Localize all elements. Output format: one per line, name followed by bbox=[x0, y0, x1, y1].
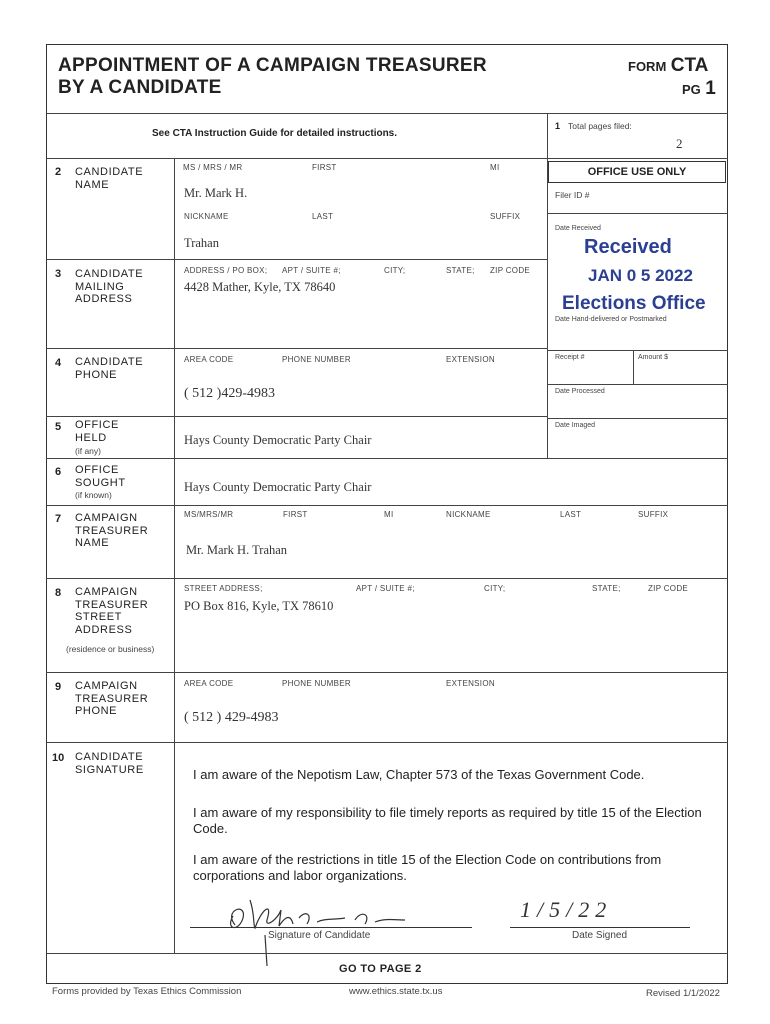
footer-provided-by: Forms provided by Texas Ethics Commission bbox=[52, 986, 242, 997]
s2-first-header: FIRST bbox=[312, 163, 337, 172]
total-pages-value: 2 bbox=[676, 136, 683, 151]
section-6-label: OFFICE SOUGHT bbox=[75, 464, 126, 489]
section-7-number: 7 bbox=[55, 513, 62, 525]
office-sought-value: Hays County Democratic Party Chair bbox=[184, 480, 372, 494]
row-divider-s7 bbox=[46, 578, 728, 579]
s3-state-header: STATE; bbox=[446, 266, 475, 275]
footer-website: www.ethics.state.tx.us bbox=[349, 986, 443, 997]
total-pages-label: Total pages filed: bbox=[568, 121, 632, 131]
section-2-label: CANDIDATE NAME bbox=[75, 166, 144, 191]
s8-city-header: CITY; bbox=[484, 584, 506, 593]
row-divider-s4 bbox=[46, 416, 548, 417]
form-title-line1: APPOINTMENT OF A CAMPAIGN TREASURER bbox=[58, 55, 487, 76]
date-received-label: Date Received bbox=[555, 225, 601, 232]
s3-zip-header: ZIP CODE bbox=[490, 266, 531, 275]
office-divider-2 bbox=[548, 350, 728, 351]
date-hand-delivered-label: Date Hand-delivered or Postmarked bbox=[555, 316, 667, 323]
s7-mi-header: MI bbox=[384, 510, 394, 519]
candidate-phone-value: ( 512 )429-4983 bbox=[184, 386, 275, 401]
footer-divider bbox=[46, 953, 728, 954]
section-4-label: CANDIDATE PHONE bbox=[75, 356, 144, 381]
page-number: 1 bbox=[705, 78, 716, 99]
section-9-number: 9 bbox=[55, 681, 62, 693]
candidate-address-value: 4428 Mather, Kyle, TX 78640 bbox=[184, 280, 336, 294]
nepotism-statement: I am aware of the Nepotism Law, Chapter 573 of the Texas Government Code. bbox=[193, 767, 645, 782]
office-divider-3 bbox=[548, 384, 728, 385]
stamp-received: Received bbox=[584, 236, 672, 258]
s9-area-header: AREA CODE bbox=[184, 679, 234, 688]
form-label: FORM bbox=[628, 59, 667, 74]
contributions-statement: I am aware of the restrictions in title 15 of the Election Code on contributions from corporations and labor organizations. bbox=[193, 852, 662, 883]
section-7-label: CAMPAIGN TREASURER NAME bbox=[75, 512, 149, 549]
header-divider bbox=[46, 113, 728, 114]
date-imaged-label: Date Imaged bbox=[555, 422, 596, 429]
row-divider-s9 bbox=[46, 742, 728, 743]
s8-apt-header: APT / SUITE #; bbox=[356, 584, 415, 593]
s3-address-header: ADDRESS / PO BOX; bbox=[184, 266, 268, 275]
page-number-block bbox=[682, 78, 716, 100]
s4-extension-header: EXTENSION bbox=[446, 355, 495, 364]
treasurer-phone-value: ( 512 ) 429-4983 bbox=[184, 710, 279, 725]
section-6-sub: (if known) bbox=[75, 490, 112, 500]
s9-extension-header: EXTENSION bbox=[446, 679, 495, 688]
section-3-number: 3 bbox=[55, 268, 62, 280]
section-4-number: 4 bbox=[55, 357, 62, 369]
go-to-page-2: GO TO PAGE 2 bbox=[339, 963, 422, 975]
label-column-divider bbox=[174, 158, 175, 953]
s2-nickname-header: NICKNAME bbox=[184, 212, 229, 221]
page-label: PG bbox=[682, 82, 701, 97]
signature-line bbox=[190, 927, 472, 928]
receipt-amount-divider bbox=[633, 350, 634, 384]
candidate-signature-image bbox=[195, 880, 485, 970]
treasurer-address-value: PO Box 816, Kyle, TX 78610 bbox=[184, 599, 334, 613]
section-5-sub: (if any) bbox=[75, 446, 101, 456]
section-5-number: 5 bbox=[55, 421, 62, 433]
date-signed-label: Date Signed bbox=[572, 930, 628, 941]
s2-mi-header: MI bbox=[490, 163, 500, 172]
receipt-label: Receipt # bbox=[555, 354, 585, 361]
section-8-number: 8 bbox=[55, 587, 62, 599]
section-8-sub: (residence or business) bbox=[66, 644, 155, 654]
s7-last-header: LAST bbox=[560, 510, 582, 519]
office-divider-4 bbox=[548, 418, 728, 419]
office-divider-1 bbox=[548, 213, 728, 214]
total-pages-num: 1 bbox=[555, 121, 561, 131]
form-code: CTA bbox=[670, 55, 709, 76]
section-9-label: CAMPAIGN TREASURER PHONE bbox=[75, 680, 149, 717]
section-5-label: OFFICE HELD bbox=[75, 419, 119, 444]
row-divider-top bbox=[46, 158, 728, 159]
section-3-label: CANDIDATE MAILING ADDRESS bbox=[75, 268, 144, 305]
candidate-name-value: Mr. Mark H. bbox=[184, 186, 248, 200]
section-6-number: 6 bbox=[55, 466, 62, 478]
office-held-value: Hays County Democratic Party Chair bbox=[184, 433, 372, 447]
candidate-last-name-value: Trahan bbox=[184, 236, 219, 250]
s3-apt-header: APT / SUITE #; bbox=[282, 266, 341, 275]
form-code-block bbox=[628, 55, 708, 77]
s7-nickname-header: NICKNAME bbox=[446, 510, 491, 519]
row-divider-s8 bbox=[46, 672, 728, 673]
form-title-line2: BY A CANDIDATE bbox=[58, 77, 222, 98]
date-signed-value: 1/5/22 bbox=[520, 897, 613, 922]
section-2-number: 2 bbox=[55, 166, 62, 178]
row-divider-s2 bbox=[46, 259, 548, 260]
s8-zip-header: ZIP CODE bbox=[648, 584, 689, 593]
row-divider-s5 bbox=[46, 458, 728, 459]
date-processed-label: Date Processed bbox=[555, 388, 605, 395]
s8-street-header: STREET ADDRESS; bbox=[184, 584, 263, 593]
stamp-date: JAN 0 5 2022 bbox=[588, 266, 693, 285]
treasurer-name-value: Mr. Mark H. Trahan bbox=[186, 543, 288, 557]
s8-state-header: STATE; bbox=[592, 584, 621, 593]
amount-label: Amount $ bbox=[638, 354, 668, 361]
s7-suffix-header: SUFFIX bbox=[638, 510, 669, 519]
s3-city-header: CITY; bbox=[384, 266, 406, 275]
s7-prefix-header: MS/MRS/MR bbox=[184, 510, 234, 519]
instructions-note: See CTA Instruction Guide for detailed instructions. bbox=[152, 128, 398, 139]
reporting-statement: I am aware of my responsibility to file timely reports as required by title 15 of the Election Code. bbox=[193, 805, 702, 836]
section-10-number: 10 bbox=[52, 752, 65, 764]
office-use-heading: OFFICE USE ONLY bbox=[548, 161, 726, 183]
filer-id-label: Filer ID # bbox=[555, 190, 590, 200]
s2-suffix-header: SUFFIX bbox=[490, 212, 521, 221]
signature-label: Signature of Candidate bbox=[268, 930, 371, 941]
stamp-office: Elections Office bbox=[562, 293, 706, 314]
s9-phone-header: PHONE NUMBER bbox=[282, 679, 351, 688]
footer-revised: Revised 1/1/2022 bbox=[646, 988, 720, 999]
s7-first-header: FIRST bbox=[283, 510, 308, 519]
s2-prefix-header: MS / MRS / MR bbox=[183, 163, 243, 172]
s4-area-header: AREA CODE bbox=[184, 355, 234, 364]
row-divider-s3 bbox=[46, 348, 548, 349]
section-10-label: CANDIDATE SIGNATURE bbox=[75, 751, 144, 776]
date-signed-line bbox=[510, 927, 690, 928]
s2-last-header: LAST bbox=[312, 212, 334, 221]
s4-phone-header: PHONE NUMBER bbox=[282, 355, 351, 364]
section-8-label: CAMPAIGN TREASURER STREET ADDRESS bbox=[75, 586, 149, 636]
row-divider-s6 bbox=[46, 505, 728, 506]
